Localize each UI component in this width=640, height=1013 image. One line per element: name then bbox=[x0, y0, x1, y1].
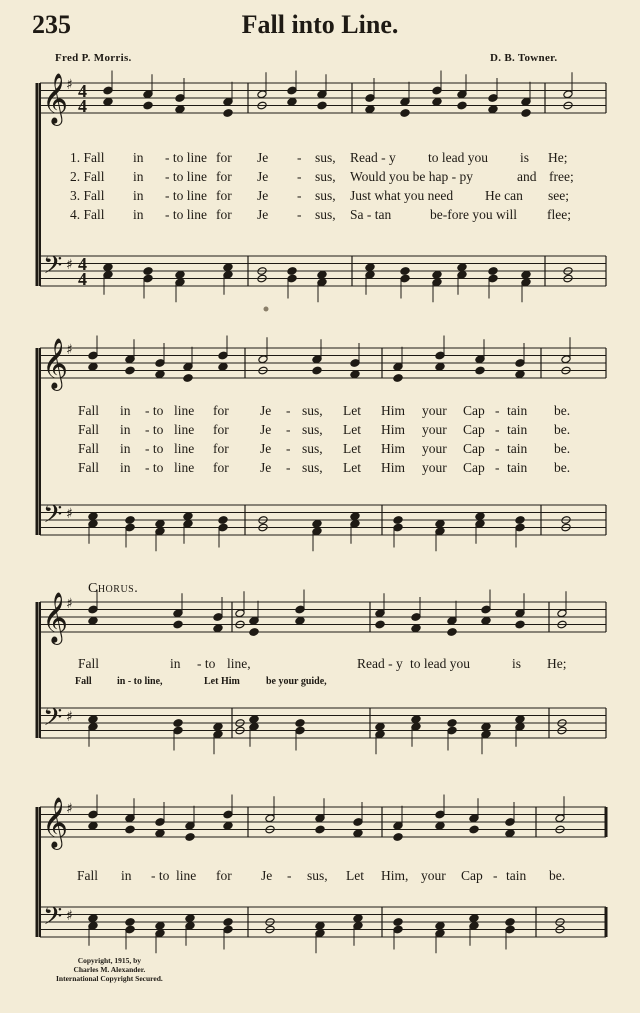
bass-clef-icon: 𝄢 bbox=[43, 902, 63, 937]
sharp-icon: ♯ bbox=[66, 801, 73, 817]
lyric-syllable: Him bbox=[381, 441, 406, 456]
bass-clef-icon: 𝄢 bbox=[43, 500, 63, 535]
note-head bbox=[400, 109, 410, 118]
note-head bbox=[475, 366, 485, 375]
note-head bbox=[287, 97, 297, 106]
lyric-syllable: Cap bbox=[463, 422, 485, 437]
lyric-syllable: - to bbox=[151, 868, 170, 883]
lyric-syllable: for bbox=[213, 422, 229, 437]
treble-clef-icon: 𝄞 bbox=[42, 73, 69, 124]
sharp-icon: ♯ bbox=[66, 709, 73, 725]
lyric-syllable: in bbox=[133, 207, 144, 222]
lyric-syllable: Let Him bbox=[204, 676, 240, 687]
note-head bbox=[88, 914, 98, 923]
note-head bbox=[312, 519, 322, 528]
lyric-syllable: sus, bbox=[315, 169, 336, 184]
lyric-syllable: - bbox=[297, 169, 302, 184]
sharp-icon: ♯ bbox=[66, 77, 73, 93]
lyric-syllable: sus, bbox=[307, 868, 328, 883]
note-head bbox=[393, 918, 403, 927]
lyric-syllable: - bbox=[286, 460, 291, 475]
note-head bbox=[365, 105, 375, 114]
lyric-syllable: - to line bbox=[165, 169, 207, 184]
note-head bbox=[88, 616, 98, 625]
lyric-syllable: - to bbox=[145, 422, 164, 437]
lyric-syllable: He; bbox=[547, 656, 567, 671]
lyric-syllable: be. bbox=[554, 441, 571, 456]
lyric-syllable: be-fore you will bbox=[430, 207, 517, 222]
note-head bbox=[155, 921, 165, 930]
lyric-syllable: Cap bbox=[463, 403, 485, 418]
time-signature-top: 4 bbox=[78, 81, 87, 101]
lyric-syllable: sus, bbox=[302, 460, 323, 475]
lyric-syllable: and bbox=[517, 169, 537, 184]
copyright-line: International Copyright Secured. bbox=[56, 974, 163, 983]
lyric-syllable: Would you be hap - py bbox=[350, 169, 474, 184]
lyric-syllable: in bbox=[120, 460, 131, 475]
lyric-syllable: tain bbox=[506, 868, 527, 883]
lyric-syllable: in bbox=[170, 656, 181, 671]
note-head bbox=[125, 516, 135, 525]
lyric-syllable: in bbox=[121, 868, 132, 883]
note-head bbox=[521, 270, 531, 279]
lyric-syllable: Je bbox=[257, 169, 269, 184]
lyric-syllable: Fall bbox=[77, 868, 99, 883]
lyric-syllable: for bbox=[216, 207, 232, 222]
time-signature-bottom: 4 bbox=[78, 96, 87, 116]
lyric-syllable: line bbox=[176, 868, 197, 883]
lyric-syllable: in bbox=[120, 441, 131, 456]
note-head bbox=[411, 624, 421, 633]
lyric-syllable: 2. Fall bbox=[70, 169, 105, 184]
note-head bbox=[218, 516, 228, 525]
lyric-syllable: - bbox=[495, 441, 500, 456]
lyric-syllable: - to line bbox=[165, 150, 207, 165]
lyric-syllable: - to line bbox=[165, 207, 207, 222]
note-head bbox=[155, 519, 165, 528]
note-head bbox=[475, 512, 485, 521]
bass-clef-icon: 𝄢 bbox=[43, 251, 63, 286]
lyric-syllable: your bbox=[422, 422, 447, 437]
lyric-syllable: line bbox=[174, 403, 195, 418]
lyric-syllable: be. bbox=[549, 868, 566, 883]
lyric-syllable: - bbox=[286, 422, 291, 437]
lyric-syllable: tain bbox=[507, 460, 528, 475]
note-head bbox=[125, 918, 135, 927]
lyric-syllable: in - to line, bbox=[117, 676, 163, 687]
lyric-syllable: sus, bbox=[302, 403, 323, 418]
note-head bbox=[435, 821, 445, 830]
lyric-syllable: - bbox=[297, 150, 302, 165]
lyric-syllable: sus, bbox=[302, 441, 323, 456]
note-head bbox=[223, 109, 233, 118]
note-head bbox=[175, 270, 185, 279]
note-head bbox=[155, 829, 165, 838]
lyric-syllable: He can bbox=[485, 188, 523, 203]
treble-clef-icon: 𝄞 bbox=[42, 797, 69, 848]
lyric-syllable: Read - y bbox=[357, 656, 403, 671]
lyric-syllable: line bbox=[174, 441, 195, 456]
note-head bbox=[295, 719, 305, 728]
hymn-number: 235 bbox=[32, 10, 71, 39]
lyric-syllable: for bbox=[216, 868, 232, 883]
note-head bbox=[249, 715, 259, 724]
note-head bbox=[295, 616, 305, 625]
chorus-label: Chorus. bbox=[88, 581, 139, 596]
note-head bbox=[88, 821, 98, 830]
note-head bbox=[435, 362, 445, 371]
note-head bbox=[312, 366, 322, 375]
lyric-syllable: Let bbox=[346, 868, 364, 883]
note-head bbox=[185, 833, 195, 842]
lyric-syllable: Fall bbox=[75, 676, 92, 687]
lyric-syllable: Him bbox=[381, 460, 406, 475]
lyric-syllable: Fall bbox=[78, 441, 100, 456]
note-head bbox=[515, 620, 525, 629]
note-head bbox=[353, 829, 363, 838]
note-head bbox=[88, 512, 98, 521]
lyric-syllable: Je bbox=[260, 403, 272, 418]
lyric-syllable: - to bbox=[145, 403, 164, 418]
note-head bbox=[350, 370, 360, 379]
note-head bbox=[88, 715, 98, 724]
note-head bbox=[515, 370, 525, 379]
note-head bbox=[155, 370, 165, 379]
lyric-syllable: Je bbox=[260, 422, 272, 437]
note-head bbox=[432, 270, 442, 279]
lyric-syllable: your bbox=[422, 403, 447, 418]
note-head bbox=[173, 620, 183, 629]
lyric-syllable: Fall bbox=[78, 656, 100, 671]
lyric-syllable: Him bbox=[381, 422, 406, 437]
lyric-syllable: Fall bbox=[78, 422, 100, 437]
note-head bbox=[488, 105, 498, 114]
note-head bbox=[317, 270, 327, 279]
note-head bbox=[125, 366, 135, 375]
lyric-syllable: - bbox=[495, 460, 500, 475]
lyric-syllable: - to line bbox=[165, 188, 207, 203]
lyric-syllable: - bbox=[493, 868, 498, 883]
lyric-syllable: line bbox=[174, 460, 195, 475]
lyric-syllable: - to bbox=[197, 656, 216, 671]
lyric-syllable: Let bbox=[343, 460, 361, 475]
treble-clef-icon: 𝄞 bbox=[42, 338, 69, 389]
sharp-icon: ♯ bbox=[66, 342, 73, 358]
note-head bbox=[223, 263, 233, 272]
lyric-syllable: sus, bbox=[302, 422, 323, 437]
note-head bbox=[103, 97, 113, 106]
lyric-syllable: Fall bbox=[78, 460, 100, 475]
lyric-syllable: Let bbox=[343, 441, 361, 456]
note-head bbox=[375, 722, 385, 731]
lyric-syllable: tain bbox=[507, 422, 528, 437]
lyric-syllable: Je bbox=[260, 441, 272, 456]
note-head bbox=[315, 825, 325, 834]
note-head bbox=[175, 105, 185, 114]
note-head bbox=[143, 267, 153, 276]
note-head bbox=[353, 914, 363, 923]
composer-credit: D. B. Towner. bbox=[490, 52, 558, 64]
note-head bbox=[223, 821, 233, 830]
note-head bbox=[432, 97, 442, 106]
sharp-icon: ♯ bbox=[66, 596, 73, 612]
lyric-syllable: your bbox=[422, 441, 447, 456]
lyric-syllable: Je bbox=[261, 868, 273, 883]
lyric-syllable: Him bbox=[381, 403, 406, 418]
note-head bbox=[173, 719, 183, 728]
lyric-syllable: Read - y bbox=[350, 150, 396, 165]
time-signature-bottom: 4 bbox=[78, 269, 87, 289]
lyric-syllable: your bbox=[422, 460, 447, 475]
lyric-syllable: in bbox=[133, 169, 144, 184]
lyric-syllable: for bbox=[216, 150, 232, 165]
note-head bbox=[521, 109, 531, 118]
lyric-syllable: - bbox=[297, 188, 302, 203]
note-head bbox=[435, 921, 445, 930]
lyric-syllable: your bbox=[421, 868, 446, 883]
lyric-syllable: He; bbox=[548, 150, 568, 165]
copyright-line: Copyright, 1915, by bbox=[77, 956, 142, 965]
lyric-syllable: Cap bbox=[463, 441, 485, 456]
note-head bbox=[375, 620, 385, 629]
lyric-syllable: Je bbox=[257, 150, 269, 165]
note-head bbox=[287, 267, 297, 276]
note-head bbox=[447, 628, 457, 637]
lyric-syllable: free; bbox=[549, 169, 574, 184]
lyric-syllable: Fall bbox=[78, 403, 100, 418]
lyric-syllable: to lead you bbox=[428, 150, 488, 165]
lyric-syllable: - bbox=[286, 403, 291, 418]
copyright-line: Charles M. Alexander. bbox=[73, 965, 146, 974]
lyric-syllable: - to bbox=[145, 441, 164, 456]
lyric-syllable: is bbox=[512, 656, 522, 671]
note-head bbox=[183, 512, 193, 521]
hymn-title: Fall into Line. bbox=[241, 10, 399, 39]
lyric-syllable: be. bbox=[554, 403, 571, 418]
lyric-syllable: - bbox=[297, 207, 302, 222]
note-head bbox=[223, 918, 233, 927]
lyric-syllable: sus, bbox=[315, 150, 336, 165]
sharp-icon: ♯ bbox=[66, 257, 73, 273]
lyric-syllable: be your guide, bbox=[266, 676, 327, 687]
note-head bbox=[249, 628, 259, 637]
lyric-syllable: tain bbox=[507, 441, 528, 456]
note-head bbox=[393, 374, 403, 383]
note-head bbox=[505, 918, 515, 927]
note-head bbox=[125, 825, 135, 834]
lyric-syllable: Cap bbox=[463, 460, 485, 475]
note-head bbox=[481, 616, 491, 625]
note-head bbox=[103, 263, 113, 272]
note-head bbox=[350, 512, 360, 521]
lyric-syllable: - to bbox=[145, 460, 164, 475]
note-head bbox=[457, 101, 467, 110]
note-head bbox=[505, 829, 515, 838]
note-head bbox=[515, 715, 525, 724]
lyric-syllable: Cap bbox=[461, 868, 483, 883]
lyric-syllable: to lead you bbox=[410, 656, 470, 671]
lyric-syllable: line bbox=[174, 422, 195, 437]
note-head bbox=[393, 516, 403, 525]
lyric-syllable: Je bbox=[257, 207, 269, 222]
bass-clef-icon: 𝄢 bbox=[43, 703, 63, 738]
lyric-syllable: be. bbox=[554, 422, 571, 437]
note-head bbox=[213, 624, 223, 633]
note-head bbox=[488, 267, 498, 276]
lyric-syllable: in bbox=[120, 403, 131, 418]
lyric-syllable: sus, bbox=[315, 188, 336, 203]
note-head bbox=[317, 101, 327, 110]
sharp-icon: ♯ bbox=[66, 908, 73, 924]
lyric-syllable: for bbox=[213, 403, 229, 418]
lyric-syllable: in bbox=[120, 422, 131, 437]
sharp-icon: ♯ bbox=[66, 506, 73, 522]
note-head bbox=[457, 263, 467, 272]
lyric-syllable: flee; bbox=[547, 207, 571, 222]
lyric-syllable: Sa - tan bbox=[350, 207, 392, 222]
note-head bbox=[515, 516, 525, 525]
note-head bbox=[411, 715, 421, 724]
lyricist-credit: Fred P. Morris. bbox=[55, 52, 132, 64]
lyric-syllable: 1. Fall bbox=[70, 150, 105, 165]
note-head bbox=[393, 833, 403, 842]
lyric-syllable: sus, bbox=[315, 207, 336, 222]
lyric-syllable: Je bbox=[257, 188, 269, 203]
note-head bbox=[435, 519, 445, 528]
lyric-syllable: is bbox=[520, 150, 530, 165]
lyric-syllable: for bbox=[213, 460, 229, 475]
lyric-syllable: Him, bbox=[381, 868, 409, 883]
lyric-syllable: be. bbox=[554, 460, 571, 475]
copyright-notice bbox=[56, 956, 163, 983]
lyric-syllable: - bbox=[287, 868, 292, 883]
lyric-syllable: tain bbox=[507, 403, 528, 418]
lyric-syllable: for bbox=[216, 188, 232, 203]
lyric-syllable: - bbox=[495, 403, 500, 418]
lyric-syllable: - bbox=[286, 441, 291, 456]
lyric-syllable: see; bbox=[548, 188, 569, 203]
lyric-syllable: line, bbox=[227, 656, 251, 671]
time-signature-top: 4 bbox=[78, 254, 87, 274]
lyric-syllable: Let bbox=[343, 422, 361, 437]
note-head bbox=[447, 719, 457, 728]
lyric-syllable: for bbox=[213, 441, 229, 456]
note-head bbox=[365, 263, 375, 272]
note-head bbox=[143, 101, 153, 110]
lyric-syllable: Just what you need bbox=[350, 188, 454, 203]
lyric-syllable: Je bbox=[260, 460, 272, 475]
lyric-syllable: in bbox=[133, 150, 144, 165]
lyric-syllable: for bbox=[216, 169, 232, 184]
note-head bbox=[183, 374, 193, 383]
note-head bbox=[469, 914, 479, 923]
note-head bbox=[469, 825, 479, 834]
note-head bbox=[218, 362, 228, 371]
treble-clef-icon: 𝄞 bbox=[42, 592, 69, 643]
lyric-syllable: in bbox=[133, 188, 144, 203]
note-head bbox=[400, 267, 410, 276]
note-head bbox=[185, 914, 195, 923]
lyric-syllable: 3. Fall bbox=[70, 188, 105, 203]
note-head bbox=[213, 722, 223, 731]
lyric-syllable: 4. Fall bbox=[70, 207, 105, 222]
lyric-syllable: - bbox=[495, 422, 500, 437]
note-head bbox=[88, 362, 98, 371]
note-head bbox=[315, 921, 325, 930]
note-head bbox=[481, 722, 491, 731]
lyric-syllable: Let bbox=[343, 403, 361, 418]
page-dot bbox=[264, 307, 269, 312]
